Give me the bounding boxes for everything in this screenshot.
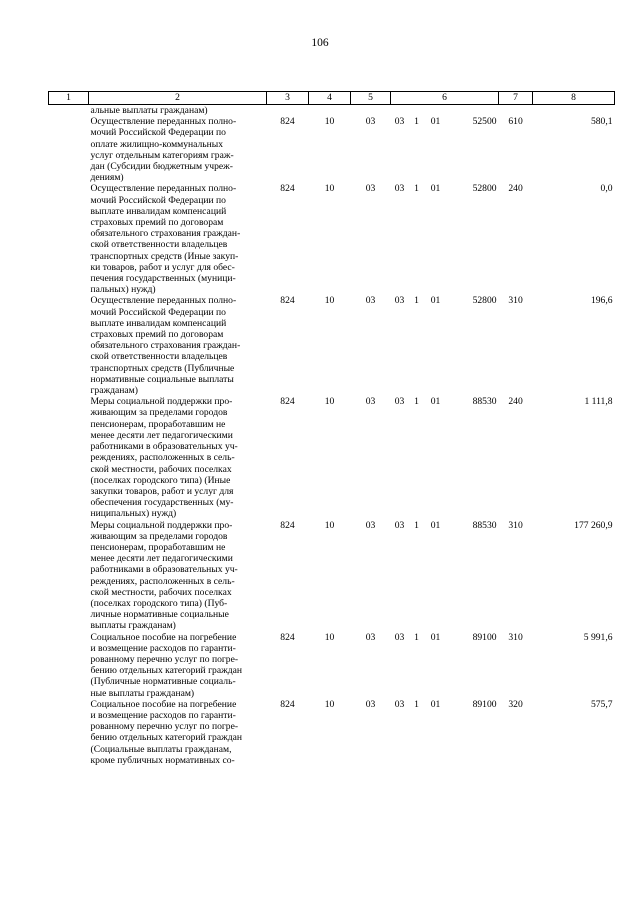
row-col-4: 10 — [324, 396, 335, 408]
table-row — [49, 396, 615, 519]
row-col-5: 03 — [365, 295, 376, 307]
row-col-6b: 1 — [414, 698, 419, 710]
row-col-7: 240 — [508, 396, 523, 408]
row-col-3: 824 — [280, 183, 295, 195]
col1-empty — [49, 116, 89, 183]
table-row — [49, 699, 615, 766]
row-col-6c: 01 — [430, 698, 441, 710]
row-col-6c: 01 — [430, 519, 441, 531]
col1-empty — [49, 632, 89, 699]
row-col-6d: 52800 — [472, 183, 497, 195]
row-col-6c: 01 — [430, 183, 441, 195]
header-col-2: 2 — [89, 92, 267, 105]
row-col-3: 824 — [280, 631, 295, 643]
budget-table — [48, 91, 615, 766]
row-col-8: 196,6 — [590, 295, 613, 307]
row-col-3: 824 — [280, 519, 295, 531]
row-col-4: 10 — [324, 116, 335, 128]
col1-empty — [49, 699, 89, 766]
row-col-6b: 1 — [414, 519, 419, 531]
row-col-4: 10 — [324, 698, 335, 710]
row-col-3: 824 — [280, 396, 295, 408]
row-col-7: 610 — [508, 116, 523, 128]
row-col-6b: 1 — [414, 631, 419, 643]
row-col-3: 824 — [280, 295, 295, 307]
row-col-4: 10 — [324, 631, 335, 643]
row-col-6a: 03 — [394, 396, 405, 408]
row-col-4: 10 — [324, 295, 335, 307]
row-description: Меры социальной поддержки про- живающим за пределами городов пенсионерам, проработавшим не менее десяти лет педагогическими работниками в образовательных уч- реждениях, расположенных в сель- ской местности, рабочих поселках (поселках городского типа) (Иные закупки товаров, работ и услуг для обеспечения государственных (му- ниципальных) нужд) — [90, 396, 238, 520]
row-col-6d: 52800 — [472, 295, 497, 307]
col1-empty — [49, 295, 89, 396]
row-col-5: 03 — [365, 116, 376, 128]
row-col-6a: 03 — [394, 116, 405, 128]
row-col-7: 310 — [508, 295, 523, 307]
row-col-6c: 01 — [430, 116, 441, 128]
row-description: Осуществление переданных полно- мочий Российской Федерации по выплате инвалидам компенсаций страховых премий по договорам обязательного страхования граждан- ской ответственности владельцев транспортных средств (Публичные нормативные социальные выплаты гражданам) — [90, 295, 241, 397]
row-description: Меры социальной поддержки про- живающим за пределами городов пенсионерам, проработавшим не менее десяти лет педагогическими работниками в образовательных уч- реждениях, расположенных в сель- ской местности, рабочих поселках (поселках городского типа) (Пуб- личные нормативные социальные выплаты гражданам) — [90, 519, 238, 632]
row-col-6a: 03 — [394, 519, 405, 531]
row-col-5: 03 — [365, 631, 376, 643]
row-col-6c: 01 — [430, 631, 441, 643]
row-description: Социальное пособие на погребение и возмещение расходов по гаранти- рованному перечню услуг по погре- бению отдельных категорий граждан (Социальные выплаты гражданам, кроме публичных нормативных со- — [90, 698, 242, 766]
row-col-3: 824 — [280, 698, 295, 710]
row-col-8: 575,7 — [590, 698, 613, 710]
row-col-3: 824 — [280, 116, 295, 128]
header-col-4: 4 — [309, 92, 351, 105]
header-col-7: 7 — [499, 92, 533, 105]
row-col-6b: 1 — [414, 295, 419, 307]
row-col-6c: 01 — [430, 295, 441, 307]
row-col-6d: 88530 — [472, 396, 497, 408]
row-description: Осуществление переданных полно- мочий Российской Федерации по оплате жилищно-коммунальных услуг отдельным категориям граж- дан (Субсидии бюджетным учреж- дениям) — [90, 116, 237, 184]
col1-empty — [49, 183, 89, 295]
row-col-5: 03 — [365, 396, 376, 408]
row-col-6c: 01 — [430, 396, 441, 408]
row-col-6a: 03 — [394, 698, 405, 710]
row-col-7: 310 — [508, 631, 523, 643]
row-col-8: 580,1 — [590, 116, 613, 128]
header-col-8: 8 — [533, 92, 615, 105]
header-col-1: 1 — [49, 92, 89, 105]
row-col-6a: 03 — [394, 631, 405, 643]
row-col-4: 10 — [324, 519, 335, 531]
row-col-6b: 1 — [414, 396, 419, 408]
table-row — [49, 295, 615, 396]
row-col-8: 5 991,6 — [583, 631, 613, 643]
header-row — [49, 92, 615, 105]
continuation-row — [49, 105, 615, 117]
row-col-4: 10 — [324, 183, 335, 195]
page-number: 106 — [311, 37, 329, 49]
row-description: Осуществление переданных полно- мочий Российской Федерации по выплате инвалидам компенсаций страховых премий по договорам обязательного страхования граждан- ской ответственности владельцев транспортных средств (Иные закуп- ки товаров, работ и услуг для обес- печения государственных (муници- пальных) нужд) — [90, 183, 241, 296]
row-description: Социальное пособие на погребение и возмещение расходов по гаранти- рованному перечню услуг по погре- бению отдельных категорий граждан (Публичные нормативные социаль- ные выплаты гражданам) — [90, 631, 242, 699]
row-col-6d: 88530 — [472, 519, 497, 531]
row-col-7: 320 — [508, 698, 523, 710]
col1-empty — [49, 520, 89, 632]
table-row — [49, 183, 615, 295]
row-col-6a: 03 — [394, 183, 405, 195]
row-col-6d: 52500 — [472, 116, 497, 128]
col1-empty — [49, 396, 89, 519]
header-col-6: 6 — [391, 92, 499, 105]
table-row — [49, 520, 615, 632]
row-col-6b: 1 — [414, 116, 419, 128]
row-col-6d: 89100 — [472, 631, 497, 643]
row-col-8: 1 111,8 — [584, 396, 613, 408]
header-col-5: 5 — [351, 92, 391, 105]
row-col-7: 310 — [508, 519, 523, 531]
row-col-5: 03 — [365, 698, 376, 710]
row-col-8: 177 260,9 — [574, 519, 613, 531]
row-col-6a: 03 — [394, 295, 405, 307]
row-col-7: 240 — [508, 183, 523, 195]
row-col-6d: 89100 — [472, 698, 497, 710]
row-col-8: 0,0 — [600, 183, 613, 195]
continuation-text: альные выплаты гражданам) — [90, 105, 208, 116]
header-col-3: 3 — [267, 92, 309, 105]
row-col-5: 03 — [365, 183, 376, 195]
row-col-6b: 1 — [414, 183, 419, 195]
table-row — [49, 116, 615, 183]
table-row — [49, 632, 615, 699]
row-col-5: 03 — [365, 519, 376, 531]
